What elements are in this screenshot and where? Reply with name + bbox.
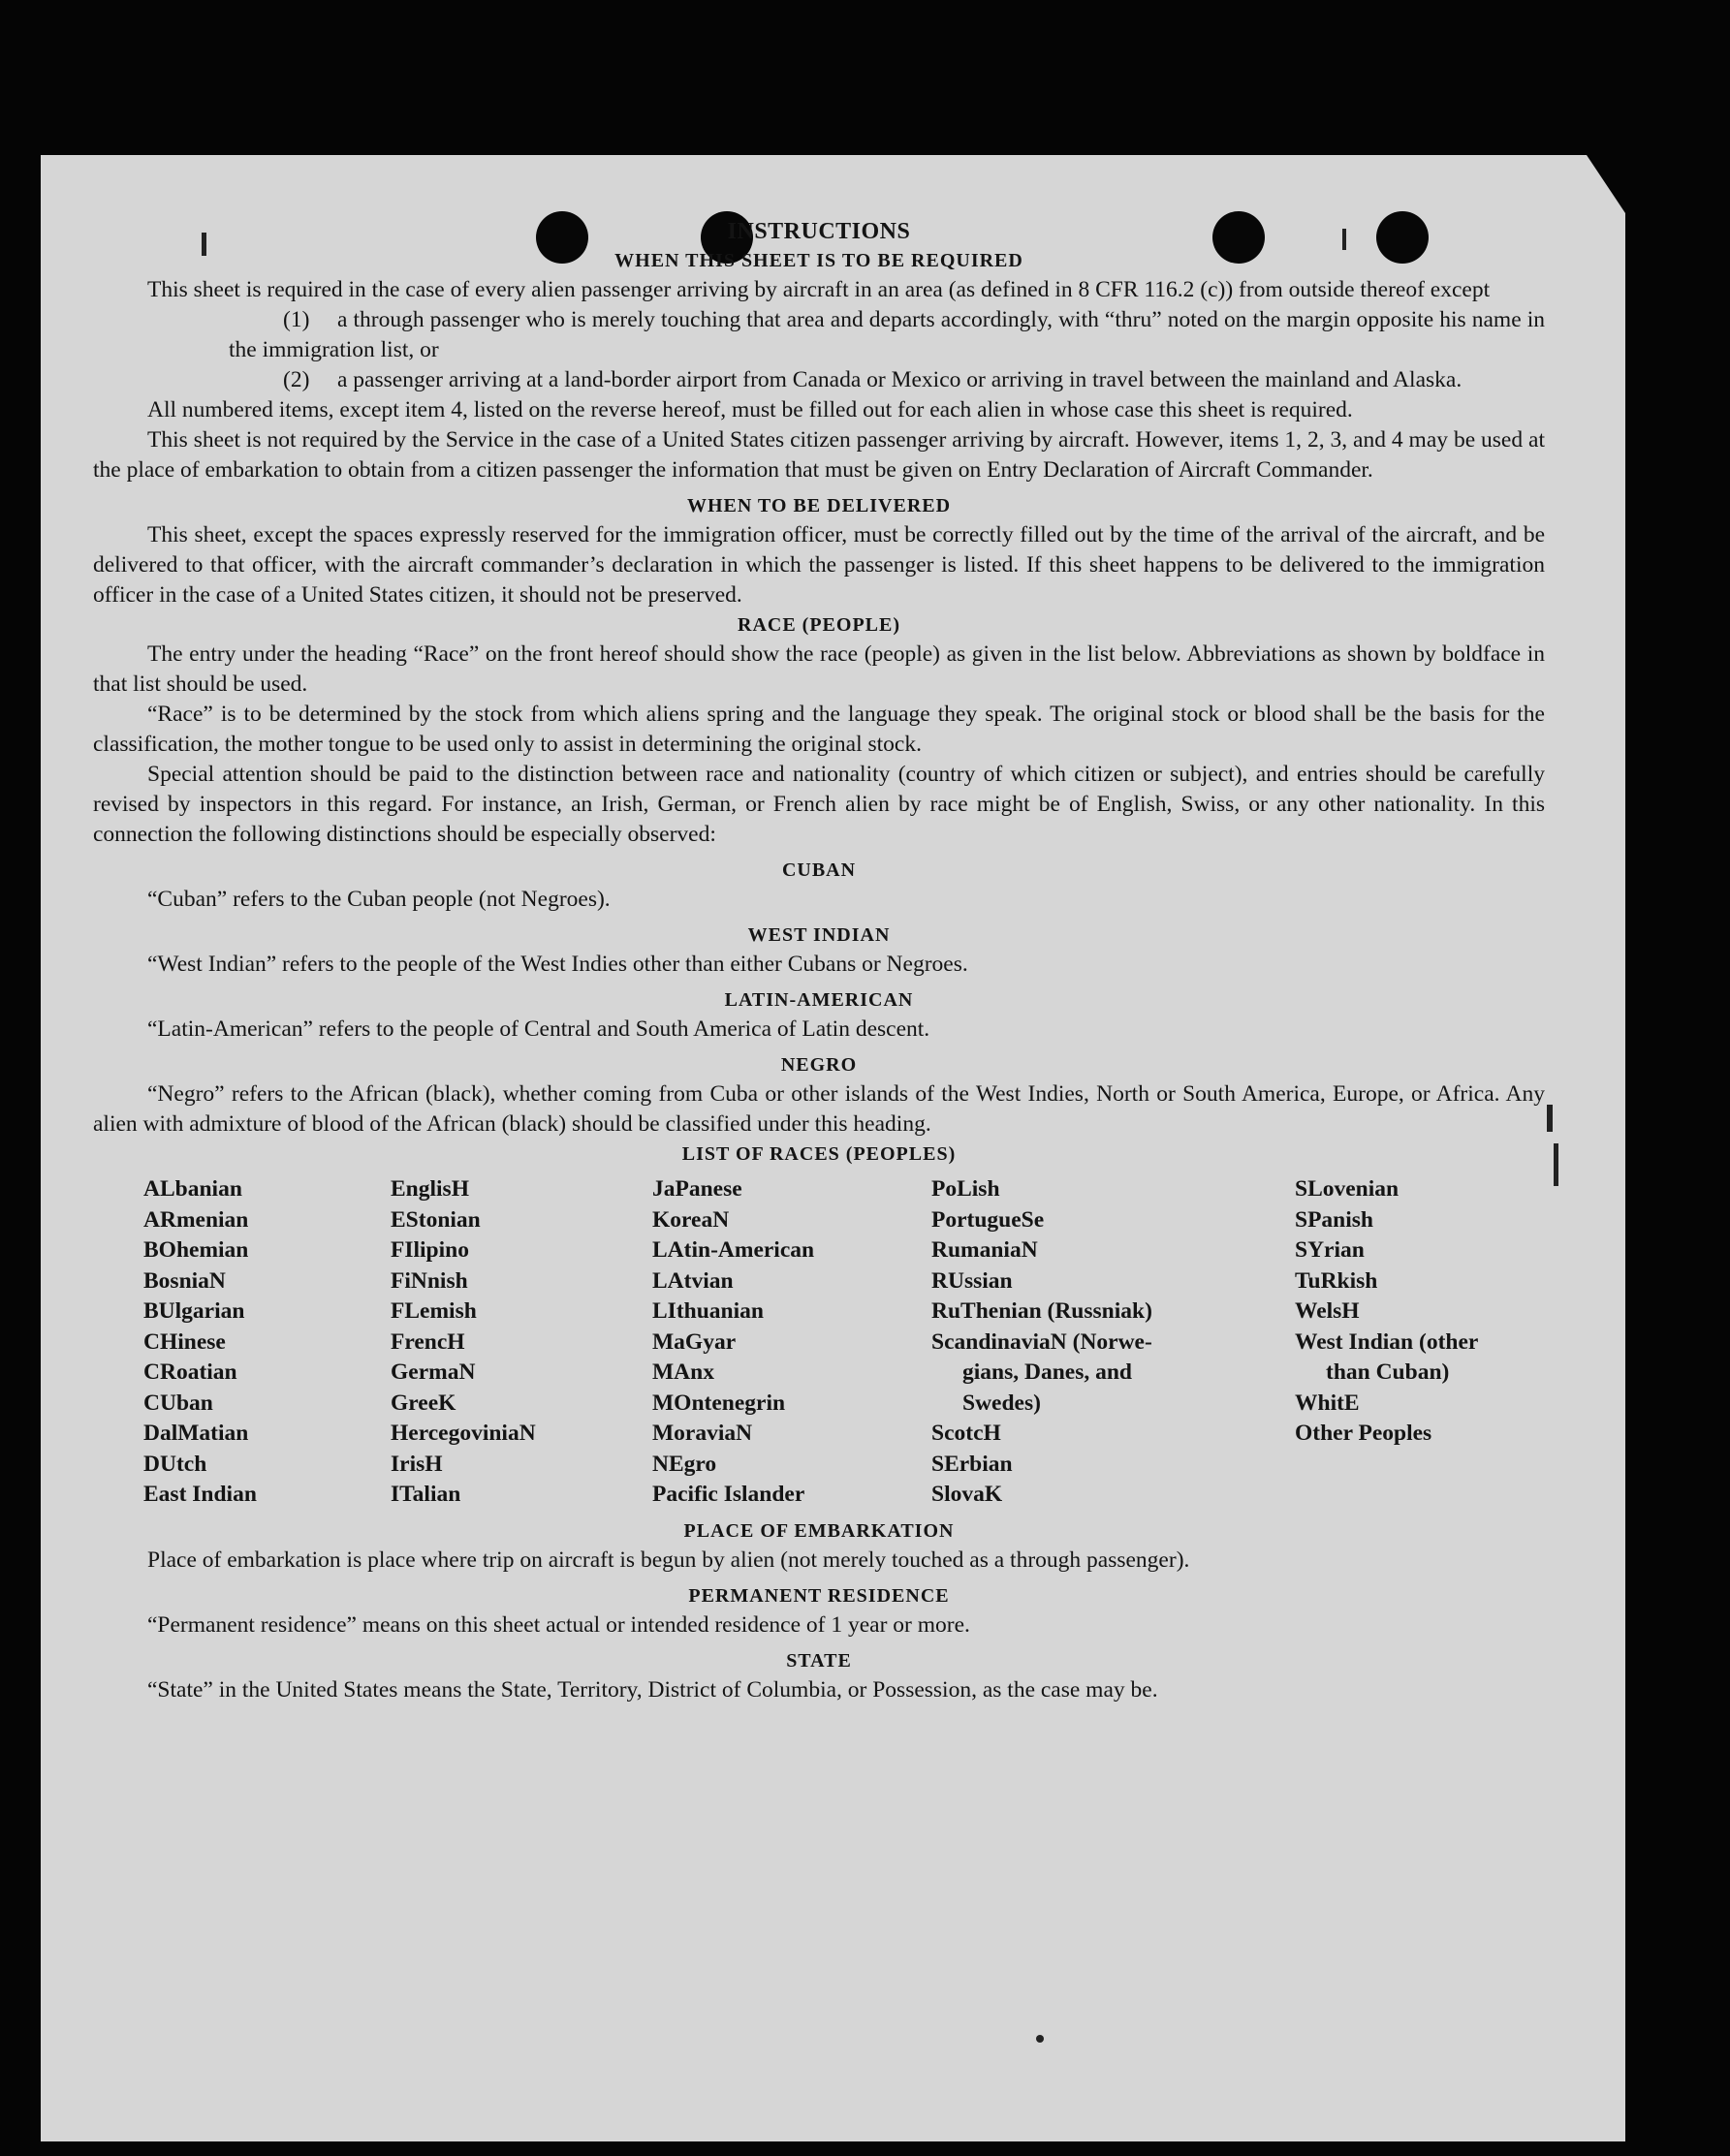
heading-list-of-races: LIST OF RACES (PEOPLES) xyxy=(681,1143,957,1165)
race-item: SYrian xyxy=(1295,1237,1365,1263)
exception-item-1 xyxy=(93,305,1545,365)
race-item: BOhemian xyxy=(143,1237,249,1263)
race-item: West Indian (other xyxy=(1295,1328,1479,1355)
race-item: RuThenian (Russniak) xyxy=(931,1298,1152,1324)
race-item: HercegoviniaN xyxy=(391,1421,536,1446)
race-item: ALbanian xyxy=(143,1176,242,1202)
race-item: than Cuban) xyxy=(1326,1359,1450,1385)
paragraph-race-3: Special attention should be paid to the distinction between race and nationality (country of which citizen or subject), and entries should be carefully revised by inspectors in this regard. For instance, an Irish, German, or French alien by race might be of English, Swiss, or any other nationality. In this connection the following distinctions should be especially observed: xyxy=(93,762,1545,847)
heading-cuban: CUBAN xyxy=(781,859,857,881)
race-item: FIlipino xyxy=(391,1237,469,1263)
race-item: NEgro xyxy=(652,1451,717,1477)
race-item: SErbian xyxy=(931,1451,1013,1477)
race-item: DalMatian xyxy=(143,1421,249,1446)
race-item: East Indian xyxy=(143,1482,257,1507)
race-item: FrencH xyxy=(391,1328,465,1355)
text-permanent-residence: “Permanent residence” means on this sheet actual or intended residence of 1 year or more. xyxy=(147,1611,970,1638)
paragraph-race-1: The entry under the heading “Race” on the front hereof should show the race (people) as given in the list below. Abbreviations as shown by boldface in that list should be used. xyxy=(93,641,1545,697)
race-item: SlovaK xyxy=(931,1482,1003,1507)
race-item: gians, Danes, and xyxy=(962,1359,1132,1385)
text-negro: “Negro” refers to the African (black), whether coming from Cuba or other islands of the West Indies, North or South America, Europe, or Africa. Any alien with admixture of blood of the African (black) should be classified under this heading. xyxy=(93,1081,1545,1137)
race-item: MaGyar xyxy=(652,1328,737,1355)
paragraph-numbered-items: All numbered items, except item 4, listed on the reverse hereof, must be filled out for each alien in whose case this sheet is required. xyxy=(147,397,1353,422)
paragraph-citizen-passenger: This sheet is not required by the Service in the case of a United States citizen passenger arriving by aircraft. However, items 1, 2, 3, and 4 may be used at the place of embarkation to obtain from a citizen passenger the information that must be given on Entry Declaration of Aircraft Commander. xyxy=(93,427,1545,483)
race-item: PortugueSe xyxy=(931,1206,1045,1233)
document-title: INSTRUCTIONS xyxy=(727,219,911,244)
race-item: MOntenegrin xyxy=(652,1390,786,1416)
heading-west-indian: WEST INDIAN xyxy=(747,924,891,946)
race-item: LAtin-American xyxy=(652,1237,815,1263)
text-cuban: “Cuban” refers to the Cuban people (not Negroes). xyxy=(147,887,611,912)
heading-when-delivered: WHEN TO BE DELIVERED xyxy=(686,495,952,516)
race-item: CRoatian xyxy=(143,1359,237,1385)
race-item: MoraviaN xyxy=(652,1421,753,1446)
race-item: GermaN xyxy=(391,1359,476,1385)
exception-item-1-number: (1) xyxy=(283,307,310,332)
text-latin-american: “Latin-American” refers to the people of Central and South America of Latin descent. xyxy=(147,1016,930,1042)
race-item: ARmenian xyxy=(143,1206,249,1233)
race-item: WhitE xyxy=(1295,1390,1360,1416)
heading-latin-american: LATIN-AMERICAN xyxy=(724,989,914,1011)
heading-negro: NEGRO xyxy=(780,1054,858,1076)
race-item: SLovenian xyxy=(1295,1176,1400,1202)
race-item: EnglisH xyxy=(391,1176,469,1202)
speck-mark xyxy=(1036,2035,1044,2043)
race-item xyxy=(1295,1480,1595,1511)
exception-item-2-number: (2) xyxy=(283,367,310,392)
race-item: TuRkish xyxy=(1295,1267,1378,1294)
race-item: ScandinaviaN (Norwe- xyxy=(931,1328,1152,1355)
speck-mark xyxy=(1547,1105,1553,1132)
heading-place-of-embarkation: PLACE OF EMBARKATION xyxy=(683,1519,955,1542)
race-item: BosniaN xyxy=(143,1267,226,1294)
exception-item-2 xyxy=(93,365,1545,395)
heading-permanent-residence: PERMANENT RESIDENCE xyxy=(688,1584,950,1607)
race-item: WelsH xyxy=(1295,1298,1360,1324)
race-item: RUssian xyxy=(931,1267,1013,1294)
race-item: PoLish xyxy=(931,1176,1000,1202)
exception-item-1-text: a through passenger who is merely touching that area and departs accordingly, with “thru” noted on the margin opposite his name in the immigration list, or xyxy=(229,307,1545,362)
race-item: JaPanese xyxy=(652,1176,742,1202)
instructions-document xyxy=(93,217,1545,1705)
race-item: IrisH xyxy=(391,1451,443,1477)
race-item: Other Peoples xyxy=(1295,1421,1432,1446)
text-place-of-embarkation: Place of embarkation is place where trip on aircraft is begun by alien (not merely touched as a through passenger). xyxy=(147,1547,1190,1573)
text-state: “State” in the United States means the State, Territory, District of Columbia, or Possession, as the case may be. xyxy=(147,1676,1158,1703)
race-item: LAtvian xyxy=(652,1267,734,1294)
race-item: EStonian xyxy=(391,1206,481,1233)
race-item xyxy=(1295,1450,1595,1481)
heading-race: RACE (PEOPLE) xyxy=(738,614,900,636)
race-item: Swedes) xyxy=(962,1390,1041,1416)
paragraph-when-delivered: This sheet, except the spaces expressly reserved for the immigration officer, must be correctly filled out by the time of the arrival of the aircraft, and be delivered to that officer, with the aircraft commander’s declaration in which the passenger is listed. If this sheet happens to be delivered to the immigration officer in the case of a United States citizen, it should not be preserved. xyxy=(93,522,1545,608)
race-item: RumaniaN xyxy=(931,1237,1038,1263)
race-item: DUtch xyxy=(143,1451,207,1477)
race-item: CHinese xyxy=(143,1328,226,1355)
paragraph-when-required-intro: This sheet is required in the case of every alien passenger arriving by aircraft in an area (as defined in 8 CFR 116.2 (c)) from outside thereof except xyxy=(147,277,1491,302)
race-item: KoreaN xyxy=(652,1206,730,1233)
race-item: FiNnish xyxy=(391,1267,468,1294)
race-list xyxy=(143,1174,1545,1511)
heading-state: STATE xyxy=(786,1649,852,1672)
race-item: GreeK xyxy=(391,1390,456,1416)
paragraph-race-2: “Race” is to be determined by the stock from which aliens spring and the language they speak. The original stock or blood shall be the basis for the classification, the mother tongue to be used only to assist in determining the original stock. xyxy=(93,702,1545,757)
heading-when-required: WHEN THIS SHEET IS TO BE REQUIRED xyxy=(614,250,1023,271)
race-item: MAnx xyxy=(652,1359,714,1385)
race-item: SPanish xyxy=(1295,1206,1373,1233)
exception-item-2-text: a passenger arriving at a land-border airport from Canada or Mexico or arriving in travel between the mainland and Alaska. xyxy=(337,367,1463,392)
race-item: CUban xyxy=(143,1390,213,1416)
race-item: ScotcH xyxy=(931,1421,1001,1446)
race-item: BUlgarian xyxy=(143,1298,245,1324)
race-item: LIthuanian xyxy=(652,1298,764,1324)
text-west-indian: “West Indian” refers to the people of the West Indies other than either Cubans or Negroes. xyxy=(147,952,968,977)
race-item: ITalian xyxy=(391,1482,461,1507)
race-item: Pacific Islander xyxy=(652,1482,805,1507)
race-item: FLemish xyxy=(391,1298,477,1324)
